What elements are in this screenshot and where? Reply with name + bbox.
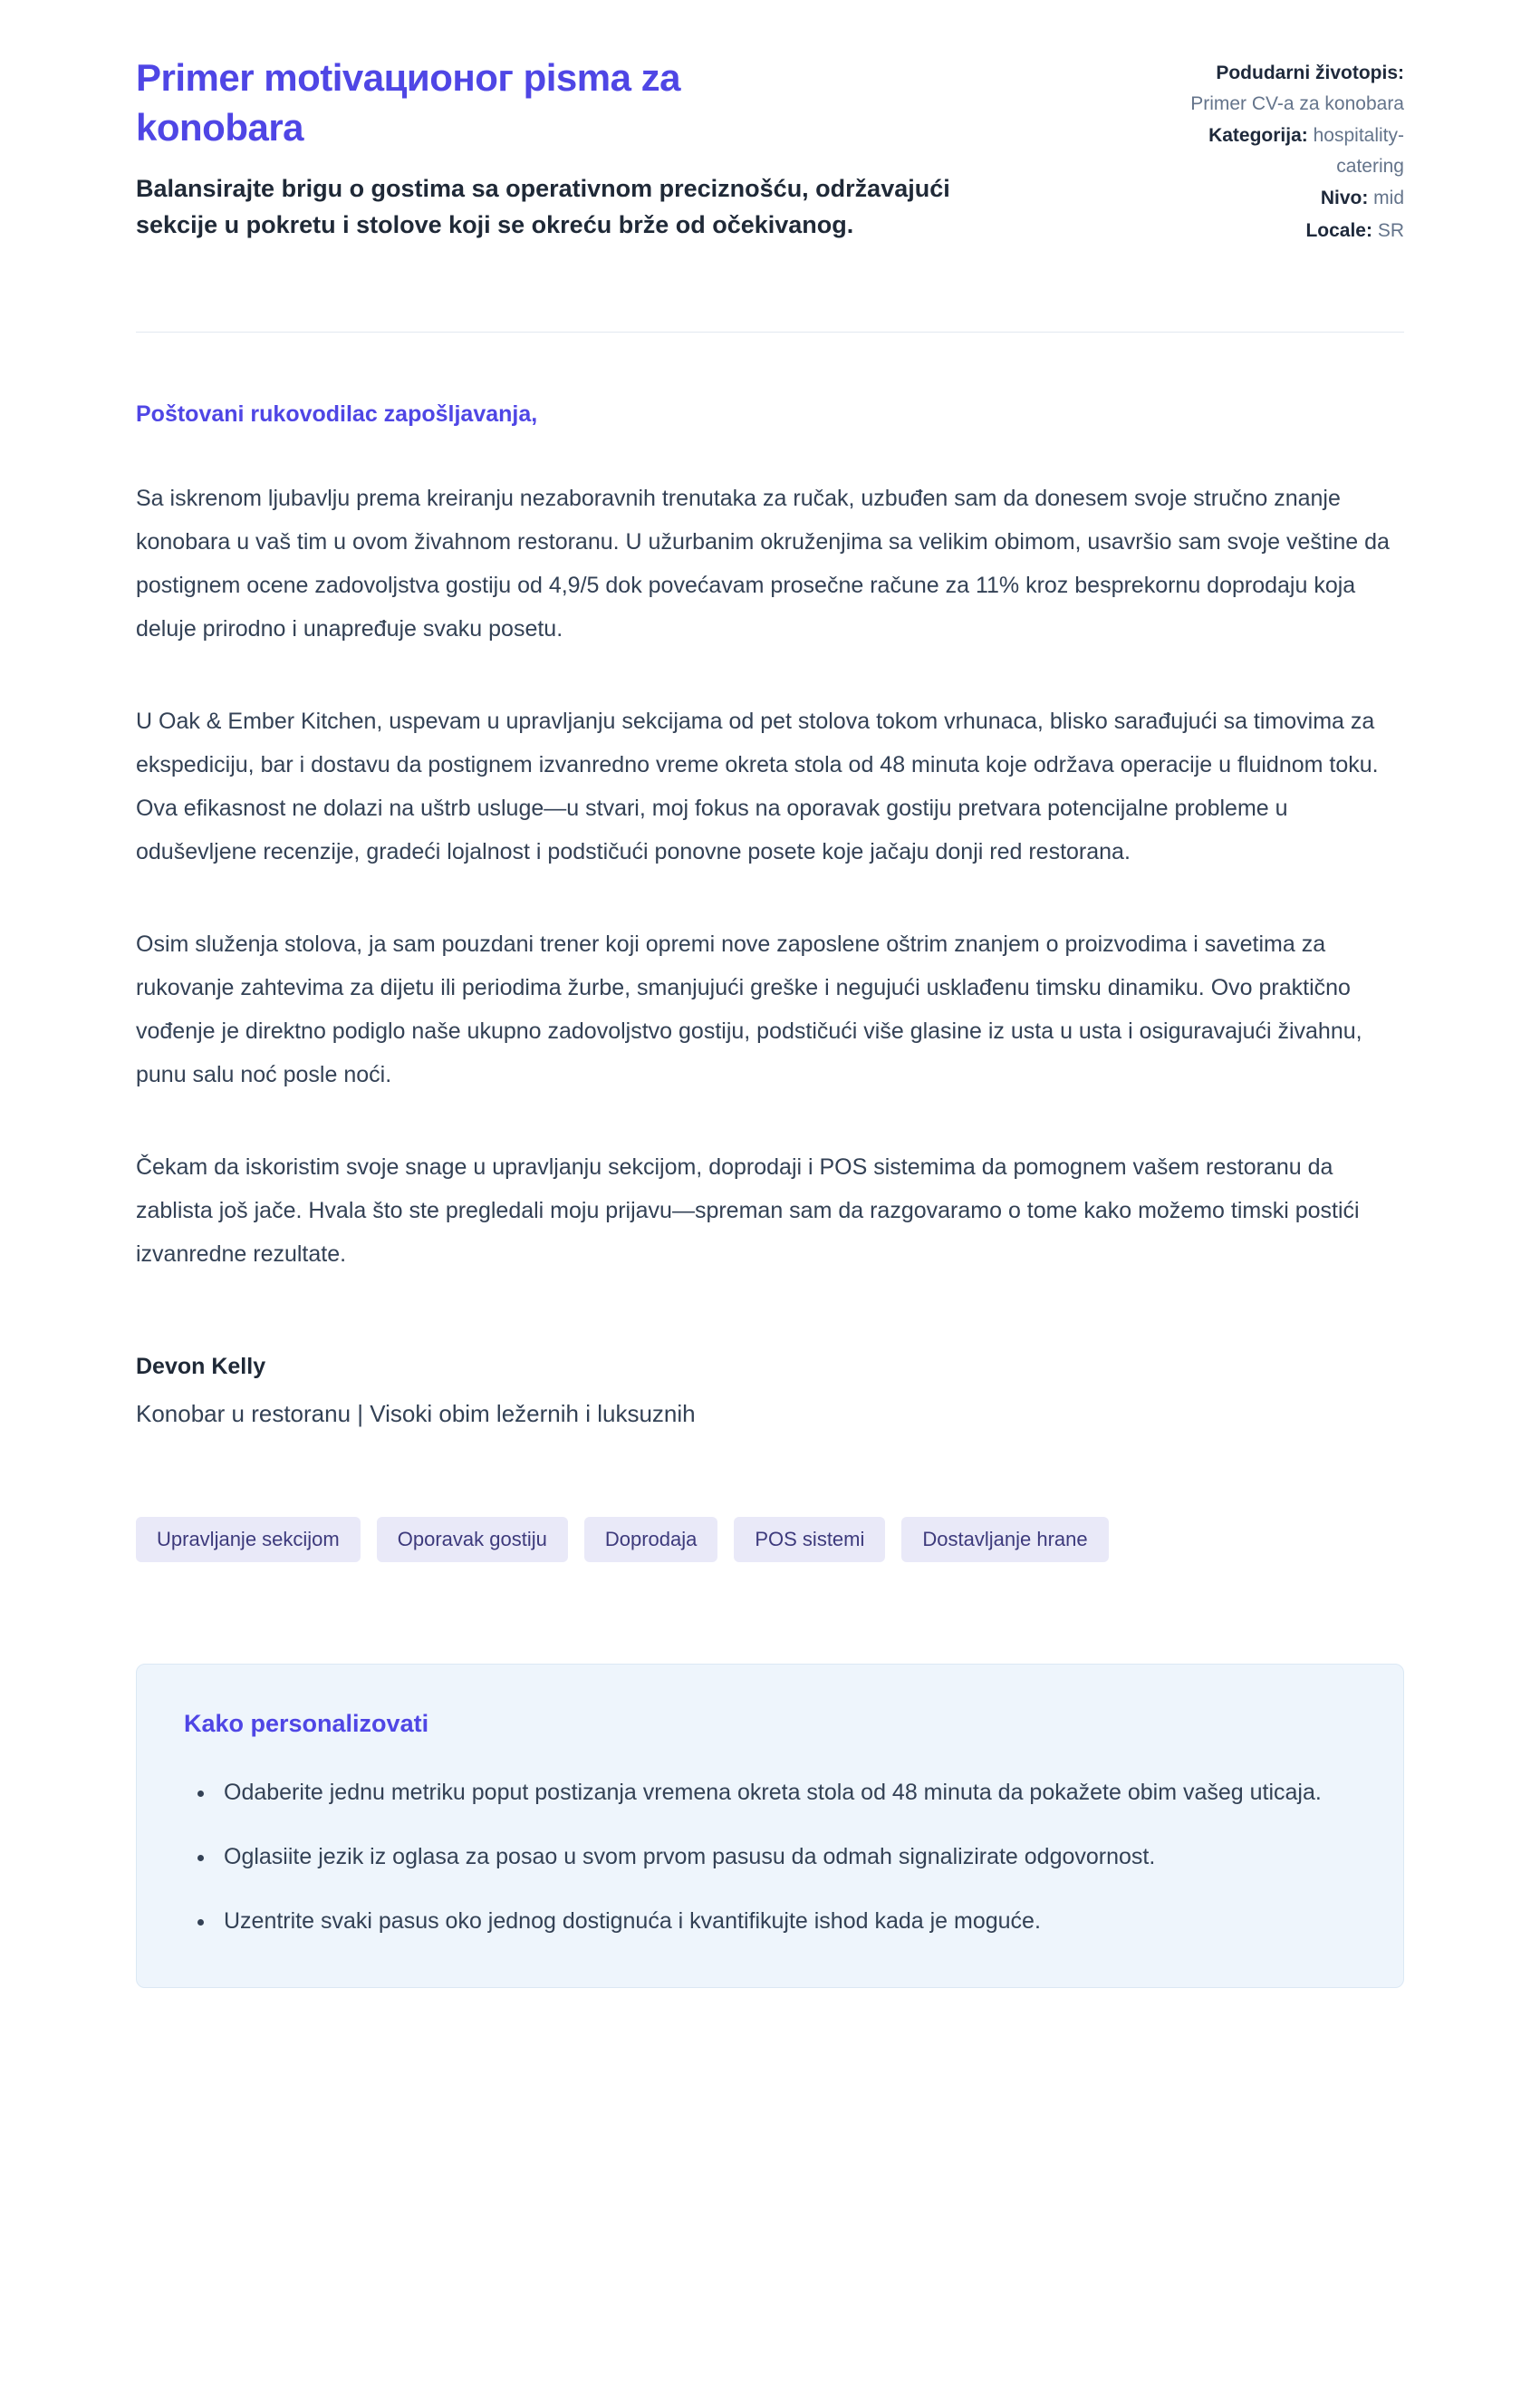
signature-name: Devon Kelly	[136, 1353, 266, 1379]
letter-paragraph: Čekam da iskoristim svoje snage u upravljanju sekcijom, doprodaji i POS sistemima da pomognem vašem restoranu da zablista još jače. Hvala što ste pregledali moju prijavu—spreman sam da razgovaramo o tome kako možemo timski postići izvanredne rezultate.	[136, 1154, 1360, 1267]
page-subtitle: Balansirajte brigu o gostima sa operativnom preciznošću, održavajući sekcije u pokretu i stolove koji se okreću brže od očekivanog.	[136, 174, 950, 238]
meta-label: Nivo:	[1320, 188, 1369, 209]
letter-body	[136, 401, 1404, 1428]
tag-list	[136, 1517, 1404, 1562]
tag-chip-food-running[interactable]: Dostavljanje hrane	[901, 1517, 1108, 1562]
meta-label: Kategorija:	[1208, 125, 1308, 147]
meta-value: SR	[1377, 219, 1404, 241]
letter-paragraph: U Oak & Ember Kitchen, uspevam u upravljanju sekcijama od pet stolova tokom vrhunaca, blisko sarađujući sa timovima za ekspediciju, bar i dostavu da postignem izvanredno vreme okreta stola od 48 minuta koje održava operacije u fluidnom toku. Ova efikasnost ne dolazi na uštrb usluge—u stvari, moj fokus na oporavak gostiju pretvara potencijalne probleme u oduševljene recenzije, gradeći lojalnost i podstičući ponovne posete koje jačaju donji red restorana.	[136, 708, 1379, 864]
personalize-bullet: • Uzentrite svaki pasus oko jednog dostignuća i kvantifikujte ishod kada je moguće.	[217, 1901, 1356, 1942]
personalize-title: Kako personalizovati	[184, 1709, 429, 1737]
meta-label: Locale:	[1305, 219, 1372, 241]
tag-chip-upselling[interactable]: Doprodaja	[584, 1517, 718, 1562]
letter-paragraph: Sa iskrenom ljubavlju prema kreiranju nezaboravnih trenutaka za ručak, uzbuđen sam da donesem svoje stručno znanje konobara u vaš tim u ovom živahnom restoranu. U užurbanim okruženjima sa velikim obimom, usavršio sam svoje veštine da postignem ocene zadovoljstva gostiju od 4,9/5 dok povećavam prosečne račune za 11% kroz besprekornu doprodaju koja deluje prirodno i unapređuje svaku posetu.	[136, 485, 1390, 642]
header	[136, 53, 1404, 248]
page-title: Primer motivационог pisma za konobara	[136, 56, 681, 150]
signature-role: Konobar u restoranu | Visoki obim ležernih i luksuznih	[136, 1399, 696, 1427]
tag-chip-guest-recovery[interactable]: Oporavak gostiju	[377, 1517, 568, 1562]
meta-item-matching-resume	[1189, 58, 1404, 119]
personalize-bullet: • Odaberite jednu metriku poput postizanja vremena okreta stola od 48 minuta da pokažete obim vašeg uticaja.	[217, 1772, 1356, 1813]
meta-value: mid	[1373, 188, 1404, 209]
letter-greeting: Poštovani rukovodilac zapošljavanja,	[136, 401, 538, 427]
header-left	[136, 53, 951, 244]
letter-paragraph: Osim služenja stolova, ja sam pouzdani trener koji opremi nove zaposlene oštrim znanjem o proizvodima i savetima za rukovanje zahtevima za dijetu ili periodima žurbe, smanjujući greške i negujući usklađenu timsku dinamiku. Ovo praktično vođenje je direktno podiglo naše ukupno zadovoljstvo gostiju, podstičući više glasine iz usta u usta i osiguravajući živahnu, punu salu noć posle noći.	[136, 931, 1362, 1087]
personalize-bullet: • Oglasiite jezik iz oglasa za posao u svom prvom pasusu da odmah signalizirate odgovornost.	[217, 1837, 1356, 1878]
meta-item-level	[1189, 183, 1404, 214]
personalize-box	[136, 1664, 1404, 1988]
header-divider	[136, 332, 1404, 333]
header-meta	[1189, 53, 1404, 248]
tag-chip-section-management[interactable]: Upravljanje sekcijom	[136, 1517, 361, 1562]
meta-value: hospitality-catering	[1313, 125, 1404, 177]
personalize-list	[184, 1772, 1356, 1942]
meta-label: Podudarni životopis:	[1216, 63, 1404, 83]
meta-item-category	[1189, 121, 1404, 181]
meta-value: Primer CV-a za konobara	[1190, 92, 1404, 114]
meta-item-locale	[1189, 216, 1404, 246]
tag-chip-pos-systems[interactable]: POS sistemi	[734, 1517, 885, 1562]
